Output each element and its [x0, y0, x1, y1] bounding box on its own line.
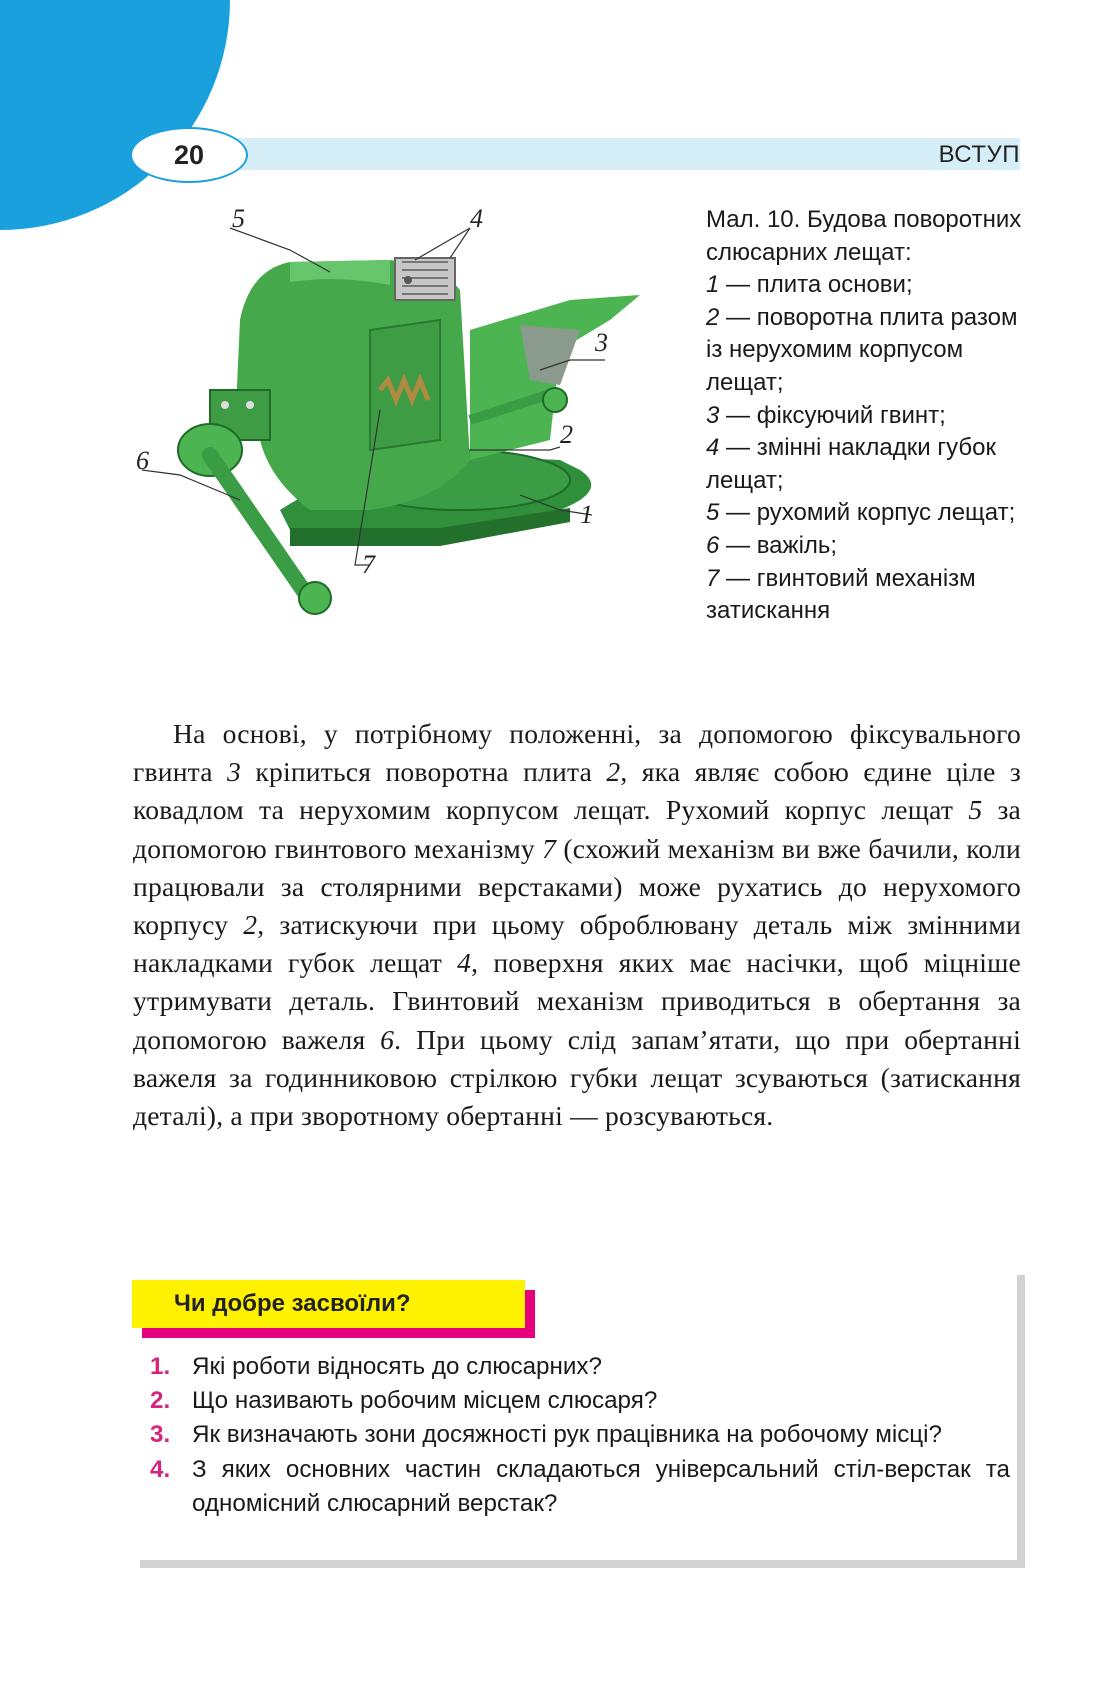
caption-legend-item: 4 — змінні накладки губок лещат;: [706, 434, 996, 494]
quiz-question: 1. Які роботи відносять до слюсарних?: [150, 1353, 602, 1380]
callout-5: 5: [232, 204, 245, 233]
caption-title: Мал. 10. Будова поворотних слюсарних лещат:: [706, 206, 1022, 266]
caption-legend-item: 1 — плита основи;: [706, 271, 913, 299]
caption-legend-item: 7 — гвинтовий механізм затискання: [706, 564, 976, 625]
header-band: [230, 138, 1020, 170]
callout-1: 1: [580, 500, 593, 529]
caption-legend-item: 2 — поворотна плита разом із нерухомим корпусом лещат;: [706, 303, 1018, 396]
figure-caption: [706, 204, 1036, 628]
callout-6: 6: [136, 446, 149, 475]
page-number: 20: [130, 127, 248, 183]
caption-legend-item: 6 — важіль;: [706, 531, 838, 559]
callout-7: 7: [362, 550, 375, 579]
body-paragraph: На основі, у потрібному положенні, за допомогою фіксувального гвинта 3 кріпиться поворотна плита 2, яка являє собою єдине ціле з ковадлом та нерухомим корпусом лещат. Рухомий корпус лещат 5 за допомогою гвинтового механізму 7 (схожий механізм ви вже бачили, коли працювали за столярними верстаками) може рухатись до нерухомого корпусу 2, затискуючи при цьому оброблювану деталь між змінними накладками губок лещат 4, поверхня яких має насічки, щоб міцніше утримувати деталь. Гвинтовий механізм приводиться в обертання за допомогою важеля 6. При цьому слід запам’ятати, що при обертанні важеля за годинниковою стрілкою губки лещат зсуваються (затискання деталі), а при зворотному обертанні — розсуваються.: [133, 718, 1022, 1132]
quiz-question: 4. З яких основних частин складаються універсальний стіл-верстак та одномісний слюсарний верстак?: [150, 1455, 1010, 1517]
quiz-title: Чи добре засвоїли?: [132, 1280, 525, 1328]
quiz-question: 2. Що називають робочим місцем слюсаря?: [150, 1387, 658, 1415]
callout-4: 4: [470, 204, 483, 233]
caption-legend-item: 3 — фіксуючий гвинт;: [706, 401, 946, 429]
vise-figure: [136, 204, 680, 690]
corner-decoration: [0, 0, 240, 230]
callout-2: 2: [560, 420, 573, 449]
section-title: ВСТУП: [938, 141, 1020, 168]
quiz-questions: [150, 1350, 1010, 1521]
vise-illustration: [140, 210, 680, 690]
callout-3: 3: [595, 328, 608, 357]
caption-legend-item: 5 — рухомий корпус лещат;: [706, 499, 1016, 527]
quiz-question: 3. Як визначають зони досяжності рук працівника на робочому місці?: [150, 1421, 942, 1449]
